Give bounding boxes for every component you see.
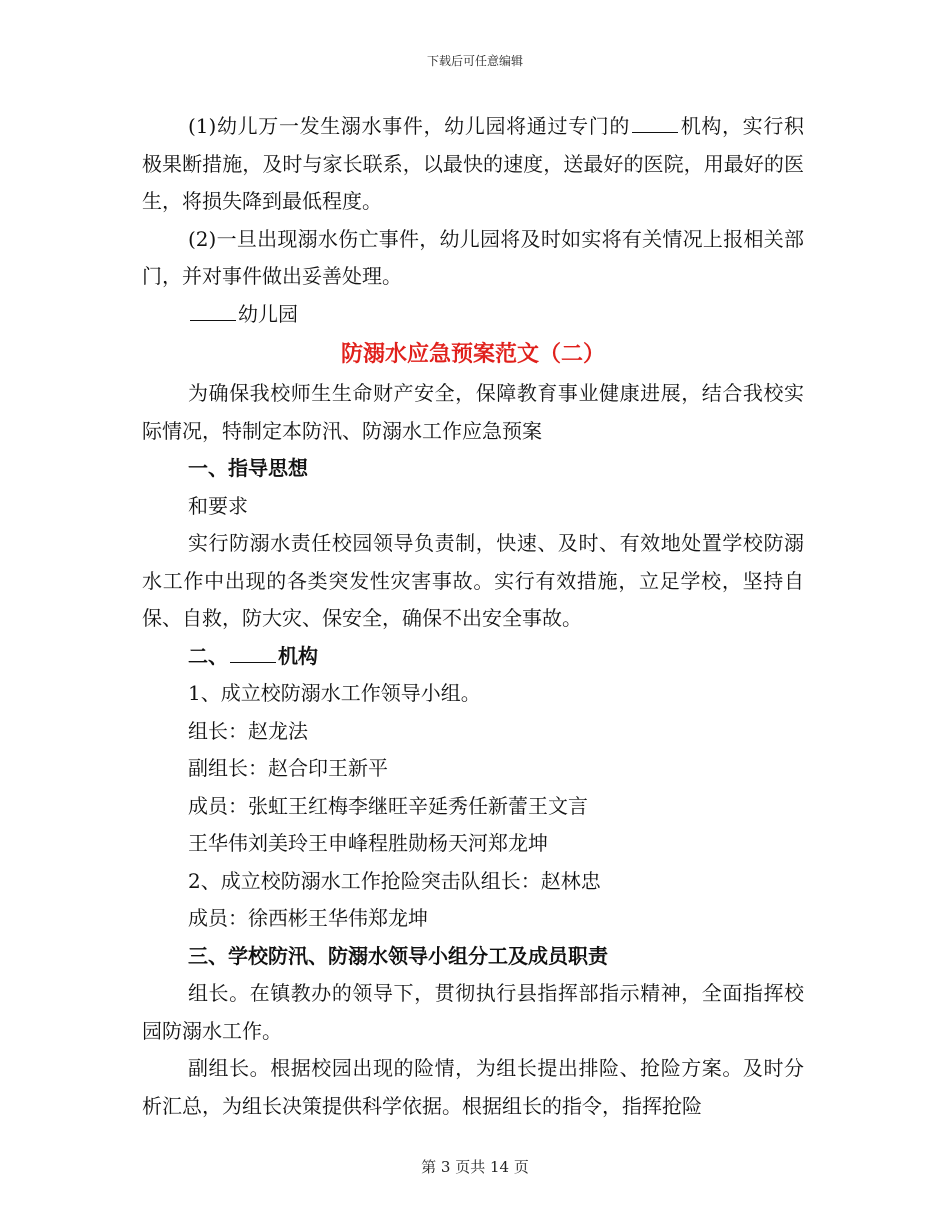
paragraph-9: 副组长：赵合印王新平 [188,756,388,780]
fill-blank [190,319,236,321]
heading-1: 一、指导思想 [188,456,308,480]
heading-2 [142,638,804,676]
paragraph-1 [142,108,804,221]
paragraph-14: 组长。在镇教办的领导下，贯彻执行县指挥部指示精神，全面指挥校园防溺水工作。 [142,981,804,1043]
paragraph-2: (2)一旦出现溺水伤亡事件，幼儿园将及时如实将有关情况上报相关部门，并对事件做出妥善处理。 [142,226,804,288]
page-footer-number: 第 3 页共 14 页 [421,1158,529,1176]
section-title: 防溺水应急预案范文（二） [340,341,605,367]
paragraph-6: 实行防溺水责任校园领导负责制，快速、及时、有效地处置学校防溺水工作中出现的各类突发性灾害事故。实行有效措施，立足学校，坚持自保、自救，防大灾、保安全，确保不出安全事故。 [142,531,804,630]
fill-blank [632,131,678,133]
paragraph-10: 成员：张虹王红梅李继旺辛延秀任新蕾王文言 [188,793,588,818]
paragraph-5: 和要求 [188,493,248,518]
paragraph-11: 王华伟刘美玲王申峰程胜勋杨天河郑龙坤 [188,831,548,855]
paragraph-8: 组长：赵龙法 [188,718,308,743]
paragraph-7: 1、成立校防溺水工作领导小组。 [188,681,481,705]
fill-blank [230,661,276,663]
paragraph-3 [142,296,804,334]
paragraph-3-suffix: 幼儿园 [238,301,298,326]
page-header-note: 下载后可任意编辑 [426,54,523,68]
paragraph-12: 2、成立校防溺水工作抢险突击队组长：赵林忠 [188,868,601,893]
document-body [142,108,804,1125]
paragraph-1-suffix: 机构，实行积极果断措施，及时与家长联系，以最快的速度，送最好的医院，用最好的医生，将损失降到最低程度。 [142,114,804,213]
heading-2-suffix: 机构 [278,643,318,668]
paragraph-4: 为确保我校师生生命财产安全，保障教育事业健康进展，结合我校实际情况，特制定本防汛、防溺水工作应急预案 [142,381,804,443]
paragraph-15: 副组长。根据校园出现的险情，为组长提出排险、抢险方案。及时分析汇总，为组长决策提供科学依据。根据组长的指令，指挥抢险 [142,1056,804,1118]
paragraph-13: 成员：徐西彬王华伟郑龙坤 [188,906,428,930]
heading-2-prefix: 二、 [188,643,228,668]
paragraph-1-prefix: (1)幼儿万一发生溺水事件，幼儿园将通过专门的 [188,114,631,138]
heading-3: 三、学校防汛、防溺水领导小组分工及成员职责 [188,943,608,968]
